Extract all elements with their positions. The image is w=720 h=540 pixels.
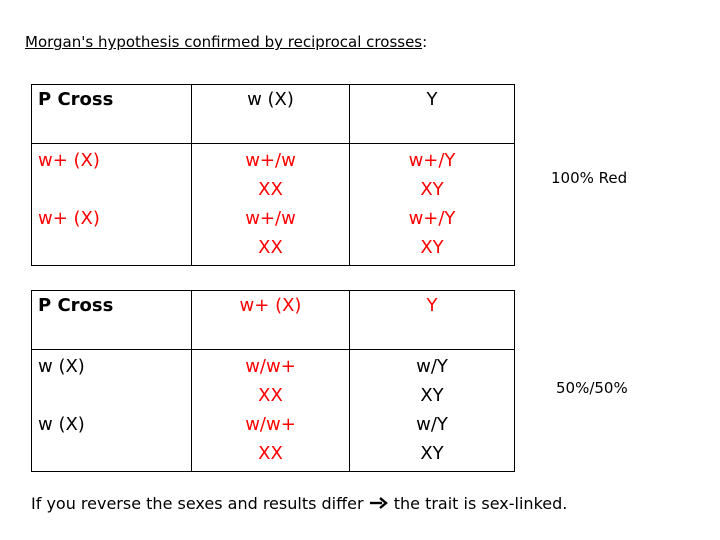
- cross-2-header-row: [32, 291, 515, 350]
- cross-1-sons: [350, 144, 515, 266]
- slide-title: [25, 33, 427, 51]
- cross-2-parents: [32, 350, 192, 472]
- cross-1-header-label: P Cross: [32, 85, 192, 144]
- cross-1-parent-2: w+ (X): [38, 208, 100, 229]
- cross-2-son-1-genotype: w/Y: [416, 356, 448, 377]
- title-text: Morgan's hypothesis confirmed by reciprocal crosses: [25, 33, 423, 51]
- cross-2-daughter-2-chrom: XX: [258, 443, 283, 464]
- cross-table-2: [31, 290, 515, 472]
- cross-1-son-1-chrom: XY: [420, 179, 444, 200]
- cross-2-son-2-chrom: XY: [420, 443, 444, 464]
- cross-2-daughters: [192, 350, 350, 472]
- cross-1-result: 100% Red: [551, 169, 628, 187]
- cross-1-daughter-2-chrom: XX: [258, 237, 283, 258]
- cross-2-daughter-2-genotype: w/w+: [245, 414, 296, 435]
- conclusion-after: the trait is sex-linked.: [388, 494, 568, 513]
- cross-1-parent-1: w+ (X): [38, 150, 100, 171]
- cross-1-parents: [32, 144, 192, 266]
- cross-2-header-female: w+ (X): [192, 291, 350, 350]
- cross-1-offspring-row: [32, 144, 515, 266]
- title-colon: :: [422, 33, 428, 51]
- cross-2-son-1-chrom: XY: [420, 385, 444, 406]
- cross-2-daughter-1-genotype: w/w+: [245, 356, 296, 377]
- cross-1-son-2-chrom: XY: [420, 237, 444, 258]
- right-arrow-icon: [369, 494, 389, 513]
- cross-2-offspring-row: [32, 350, 515, 472]
- cross-1-daughters: [192, 144, 350, 266]
- cross-1-header-row: [32, 85, 515, 144]
- cross-2-result: 50%/50%: [556, 379, 628, 397]
- cross-1-son-2-genotype: w+/Y: [408, 208, 456, 229]
- cross-2-header-label: P Cross: [32, 291, 192, 350]
- cross-table-1: [31, 84, 515, 266]
- cross-2-son-2-genotype: w/Y: [416, 414, 448, 435]
- cross-1-header-female: w (X): [192, 85, 350, 144]
- cross-1-header-male: Y: [350, 85, 515, 144]
- cross-2-daughter-1-chrom: XX: [258, 385, 283, 406]
- cross-2-header-male: Y: [350, 291, 515, 350]
- cross-1-daughter-1-chrom: XX: [258, 179, 283, 200]
- cross-1-son-1-genotype: w+/Y: [408, 150, 456, 171]
- conclusion-text: [31, 494, 567, 513]
- cross-2-parent-1: w (X): [38, 356, 85, 377]
- conclusion-before: If you reverse the sexes and results differ: [31, 494, 369, 513]
- cross-1-daughter-2-genotype: w+/w: [245, 208, 296, 229]
- cross-2-sons: [350, 350, 515, 472]
- cross-2-parent-2: w (X): [38, 414, 85, 435]
- cross-1-daughter-1-genotype: w+/w: [245, 150, 296, 171]
